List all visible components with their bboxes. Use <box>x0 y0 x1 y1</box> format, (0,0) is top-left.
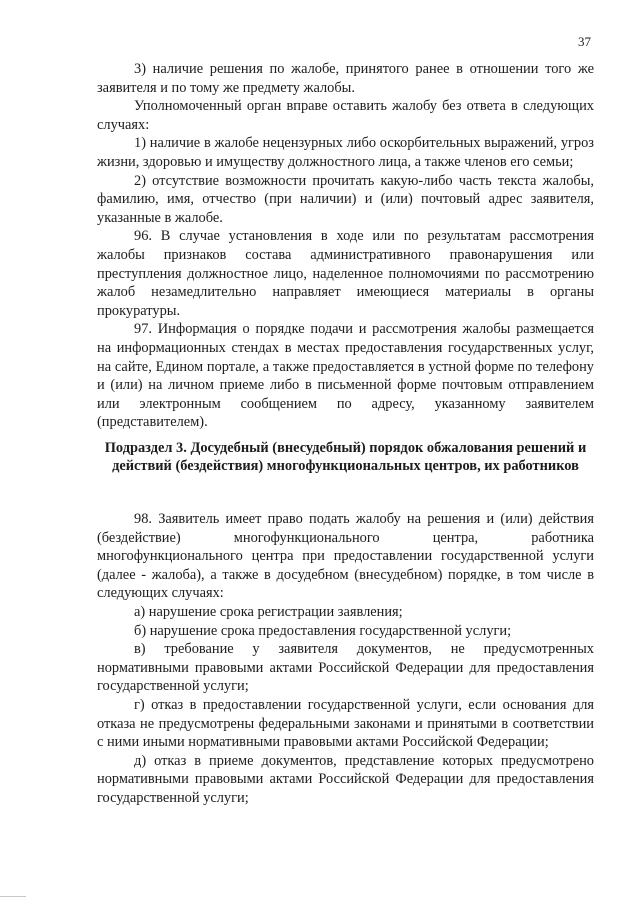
spacer <box>97 476 594 510</box>
paragraph-no-answer-cases: Уполномоченный орган вправе оставить жалобу без ответа в следующих случаях: <box>97 98 594 133</box>
paragraph-96: 96. В случае установления в ходе или по результатам рассмотрения жалобы признаков состава административного правонарушения или преступления должностное лицо, наделенное полномочиями по рассмотрению жалоб незамедлительно направляет имеющиеся материалы в органы прокуратуры. <box>97 228 594 319</box>
list-item-d: д) отказ в приеме документов, представление которых предусмотрено нормативными правовыми актами Российской Федерации для предоставления государственной услуги; <box>97 752 594 806</box>
paragraph-2-unreadable-text: 2) отсутствие возможности прочитать какую-либо часть текста жалобы, фамилию, имя, отчество (при наличии) и (или) почтовый адрес заявителя, указанные в жалобе. <box>97 172 594 226</box>
list-item-b: б) нарушение срока предоставления государственной услуги; <box>134 622 512 639</box>
paragraph-98: 98. Заявитель имеет право подать жалобу на решения и (или) действия (бездействие) многофункционального центра, работника многофункционального центра при предоставлении государственной услуги (далее - жалоба), а также в досудебном (внесудебном) порядке, в том числе в следующих случаях: <box>97 511 594 602</box>
spacer <box>97 432 594 439</box>
list-item-g: г) отказ в предоставлении государственной услуги, если основания для отказа не предусмотрены федеральными законами и принятыми в соответствии с ними иными нормативными правовыми актами Российской Федерации; <box>97 697 594 751</box>
paragraph-1-offensive-language: 1) наличие в жалобе нецензурных либо оскорбительных выражений, угроз жизни, здоровью и имуществу должностного лица, а также членов его семьи; <box>97 135 594 170</box>
scan-edge-line <box>0 896 26 897</box>
document-body <box>97 60 594 808</box>
list-item-v: в) требование у заявителя документов, не предусмотренных нормативными правовыми актами Российской Федерации для предоставления государственной услуги; <box>97 641 594 695</box>
section-heading: Подраздел 3. Досудебный (внесудебный) порядок обжалования решений и действий (бездействия) многофункциональных центров, их работников <box>104 439 587 475</box>
page-number: 37 <box>578 34 591 49</box>
paragraph-97: 97. Информация о порядке подачи и рассмотрения жалобы размещается на информационных стендах в местах предоставления государственных услуг, на сайте, Едином портале, а также предоставляется в устной форме по телефону и (или) на личном приеме либо в письменной форме почтовым отправлением или электронным сообщением по адресу, указанному заявителем (представителем). <box>97 321 594 431</box>
paragraph-3-prior-decision: 3) наличие решения по жалобе, принятого ранее в отношении того же заявителя и по тому же предмету жалобы. <box>97 61 594 96</box>
list-item-a: а) нарушение срока регистрации заявления; <box>134 604 403 621</box>
